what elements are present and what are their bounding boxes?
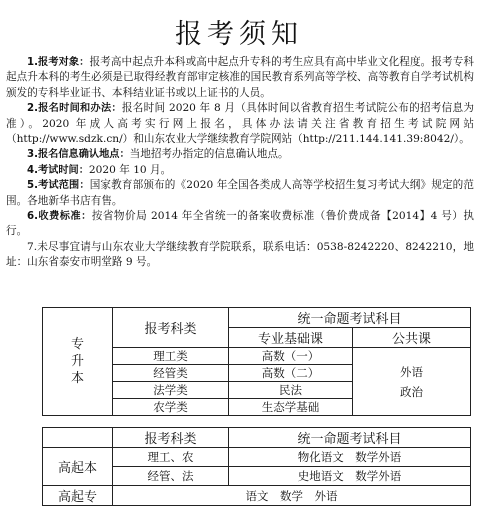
basic-course-cell: 高数（一） [229,348,353,365]
note-text: 国家教育部颁布的《2020 年全国各类成人高等学校招生复习考试大纲》规定的范围。各地新华书店有售。 [6,179,474,207]
note-item [6,178,474,209]
gq-subject-table [42,427,471,506]
category-cell: 理工、农 [113,448,229,467]
note-text: 2020 年 10 月。 [88,163,172,176]
gqz-row-label: 高起专 [43,486,113,506]
public-course-header: 公共课 [353,328,471,348]
category-cell: 法学类 [113,382,229,399]
public-subject: 政治 [400,384,423,399]
exam-subjects-cell: 语文 数学 外语 [113,486,471,506]
zsb-subject-table [42,307,471,416]
subject-category-header: 报考科类 [113,308,229,348]
note-item [6,209,474,240]
note-item [6,55,474,101]
note-text: 按省物价局 2014 年全省统一的备案收费标准（鲁价费成备【2014】4 号）执行。 [6,210,474,238]
note-text: 7.未尽事宜请与山东农业大学继续教育学院联系，联系电话：0538-8242220、8242210，地址：山东省泰安市明堂路 9 号。 [6,240,474,269]
basic-course-cell: 高数（二） [229,365,353,382]
subject-category-header: 报考科类 [113,428,229,448]
exam-subjects-cell: 史地语文 数学外语 [229,467,471,486]
public-subject: 外语 [400,364,423,379]
basic-course-cell: 生态学基础 [229,399,353,416]
basic-course-header: 专业基础课 [229,328,353,348]
note-key: 6.收费标准： [27,211,92,223]
category-cell: 经管、法 [113,467,229,486]
exam-subjects-header: 统一命题考试科目 [229,428,471,448]
basic-course-cell: 民法 [229,382,353,399]
category-cell: 农学类 [113,399,229,416]
gqb-row-label: 高起本 [43,448,113,486]
category-cell: 理工类 [113,348,229,365]
note-key: 2.报名时间和办法： [27,103,122,115]
exam-subjects-cell: 物化语文 数学外语 [229,448,471,467]
note-key: 3.报名信息确认地点： [27,149,130,161]
empty-cell [43,428,113,448]
page-title: 报考须知 [175,19,303,50]
category-cell: 经管类 [113,365,229,382]
note-text: 当地招考办指定的信息确认地点。 [129,148,289,161]
note-key: 1.报考对象： [27,57,90,68]
note-text: 报名时间 2020 年 8 月（具体时间以省教育招生考试院公布的招考信息为准）。2020 年成人高考实行网上报名，具体办法请关注省教育招生考试院网站（http://www.sdzk.cn/）和山东农业大学继续教育学院网站（http://211.144.141.39:8042/）。 [6,102,474,146]
note-item [6,163,474,178]
note-item [6,240,474,271]
note-item [6,147,474,162]
zsb-row-label: 专 升 本 [43,308,113,416]
note-text: 报考高中起点升本科或高中起点升专科的考生应具有高中毕业文化程度。报考专科起点升本科的考生必须是已取得经教育部审定核准的国民教育系列高等学校、高等教育自学考试机构颁发的专科毕业证书、本科结业证书或以上证书的人员。 [6,56,474,99]
note-key: 5.考试范围： [27,180,90,192]
note-item [6,101,474,147]
note-key: 4.考试时间： [27,164,89,176]
exam-subjects-header: 统一命题考试科目 [229,308,471,328]
public-course-cell [353,348,471,416]
notice-list [6,55,474,271]
